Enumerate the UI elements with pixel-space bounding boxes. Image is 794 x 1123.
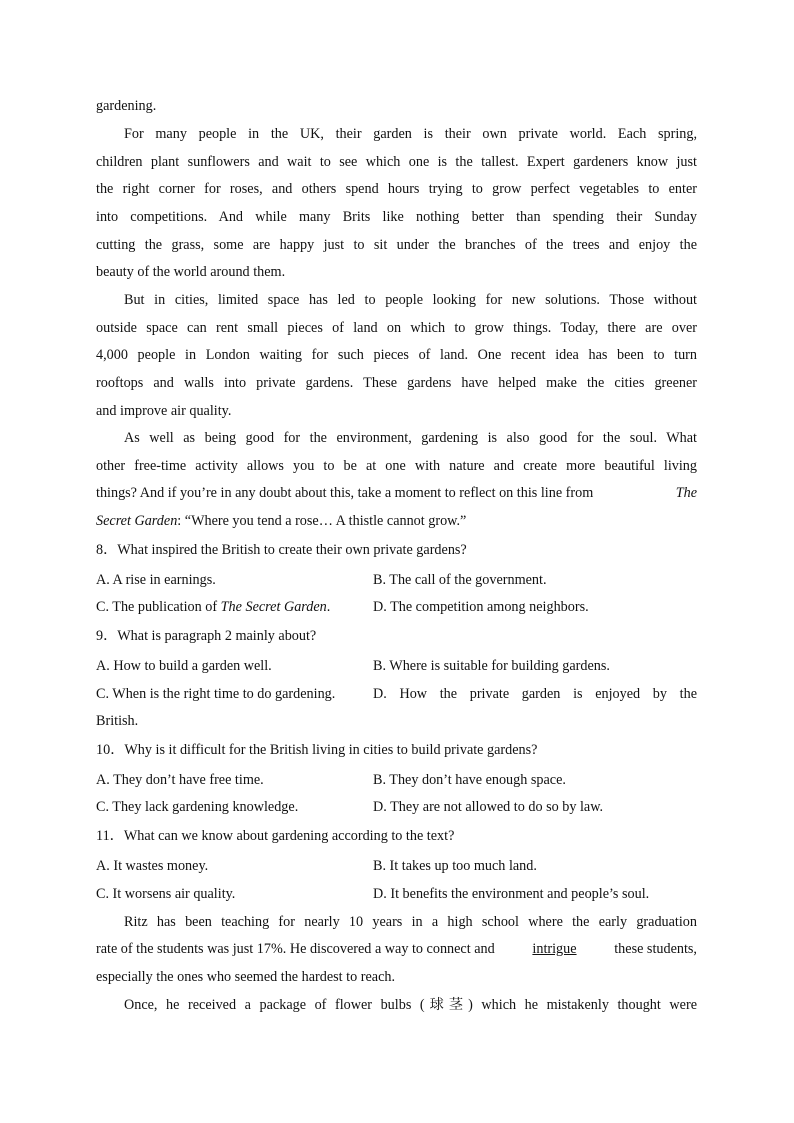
option-a: A. They don’t have free time. — [96, 772, 264, 788]
text-line: cutting the grass, some are happy just to sit under the branches of the trees and enjoy the — [96, 237, 697, 253]
text-line: Ritz has been teaching for nearly 10 years in a high school where the early graduation — [124, 914, 697, 930]
option-b: B. Where is suitable for building gardens. — [373, 658, 610, 674]
book-title: The Secret Garden — [220, 599, 327, 615]
option-c — [96, 599, 330, 615]
book-title: Secret Garden — [96, 513, 178, 529]
text-line: beauty of the world around them. — [96, 264, 286, 280]
text-line: outside space can rent small pieces of land on which to grow things. Today, there are over — [96, 320, 697, 336]
option-d: D. How the private garden is enjoyed by the — [373, 686, 697, 702]
question-stem: 8．What inspired the British to create their own private gardens? — [96, 542, 467, 558]
option-a: A. It wastes money. — [96, 858, 209, 874]
book-title: The — [675, 485, 697, 501]
text-line — [96, 511, 697, 531]
option-row — [96, 597, 697, 617]
question-stem: 9．What is paragraph 2 mainly about? — [96, 628, 317, 644]
text-run: things? And if you’re in any doubt about this, take a moment to reflect on this line from — [96, 485, 594, 501]
text-line: children plant sunflowers and wait to see which one is the tallest. Expert gardeners know just — [96, 154, 697, 170]
option-c: C. They lack gardening knowledge. — [96, 799, 299, 815]
paragraph-0-end: gardening. — [96, 98, 157, 114]
option-row — [96, 656, 697, 676]
option-d: D. They are not allowed to do so by law. — [373, 799, 604, 815]
text-run: these students, — [614, 941, 697, 957]
text-line: As well as being good for the environment, gardening is also good for the soul. What — [124, 430, 697, 446]
option-d-continued: British. — [96, 713, 139, 729]
question-stem: 11．What can we know about gardening according to the text? — [96, 828, 455, 844]
option-a: A. A rise in earnings. — [96, 572, 216, 588]
option-row — [96, 856, 697, 876]
option-b: B. It takes up too much land. — [373, 858, 537, 874]
option-row — [96, 797, 697, 817]
option-c-text: C. The publication of — [96, 599, 221, 615]
text-line: other free-time activity allows you to be at one with nature and create more beautiful living — [96, 458, 697, 474]
option-d: D. The competition among neighbors. — [373, 599, 589, 615]
option-a: A. How to build a garden well. — [96, 658, 272, 674]
option-c-end: . — [326, 599, 331, 615]
text-line: 4,000 people in London waiting for such pieces of land. One recent idea has been to turn — [96, 347, 697, 363]
text-line: and improve air quality. — [96, 403, 232, 419]
option-row — [96, 684, 697, 704]
quote-text: : “Where you tend a rose… A thistle cannot grow.” — [177, 513, 467, 529]
option-b: B. They don’t have enough space. — [373, 772, 566, 788]
option-c: C. When is the right time to do gardening. — [96, 686, 336, 702]
text-line: especially the ones who seemed the hardest to reach. — [96, 969, 396, 985]
option-b: B. The call of the government. — [373, 572, 547, 588]
text-line: rooftops and walls into private gardens. These gardens have helped make the cities greener — [96, 375, 697, 391]
text-run: rate of the students was just 17%. He discovered a way to connect and — [96, 941, 495, 957]
text-line: the right corner for roses, and others spend hours trying to grow perfect vegetables to enter — [96, 181, 697, 197]
text-line: But in cities, limited space has led to people looking for new solutions. Those without — [124, 292, 697, 308]
text-line — [96, 483, 697, 503]
question-stem: 10．Why is it difficult for the British living in cities to build private gardens? — [96, 742, 538, 758]
option-c: C. It worsens air quality. — [96, 886, 236, 902]
option-row — [96, 570, 697, 590]
option-row — [96, 770, 697, 790]
text-line: into competitions. And while many Brits like nothing better than spending their Sunday — [96, 209, 697, 225]
text-line — [96, 939, 697, 959]
underlined-word: intrigue — [532, 941, 577, 957]
option-d: D. It benefits the environment and people’s soul. — [373, 886, 650, 902]
option-row — [96, 884, 697, 904]
text-line: Once, he received a package of flower bulbs (球茎) which he mistakenly thought were — [124, 997, 697, 1013]
text-line: For many people in the UK, their garden is their own private world. Each spring, — [124, 126, 697, 142]
